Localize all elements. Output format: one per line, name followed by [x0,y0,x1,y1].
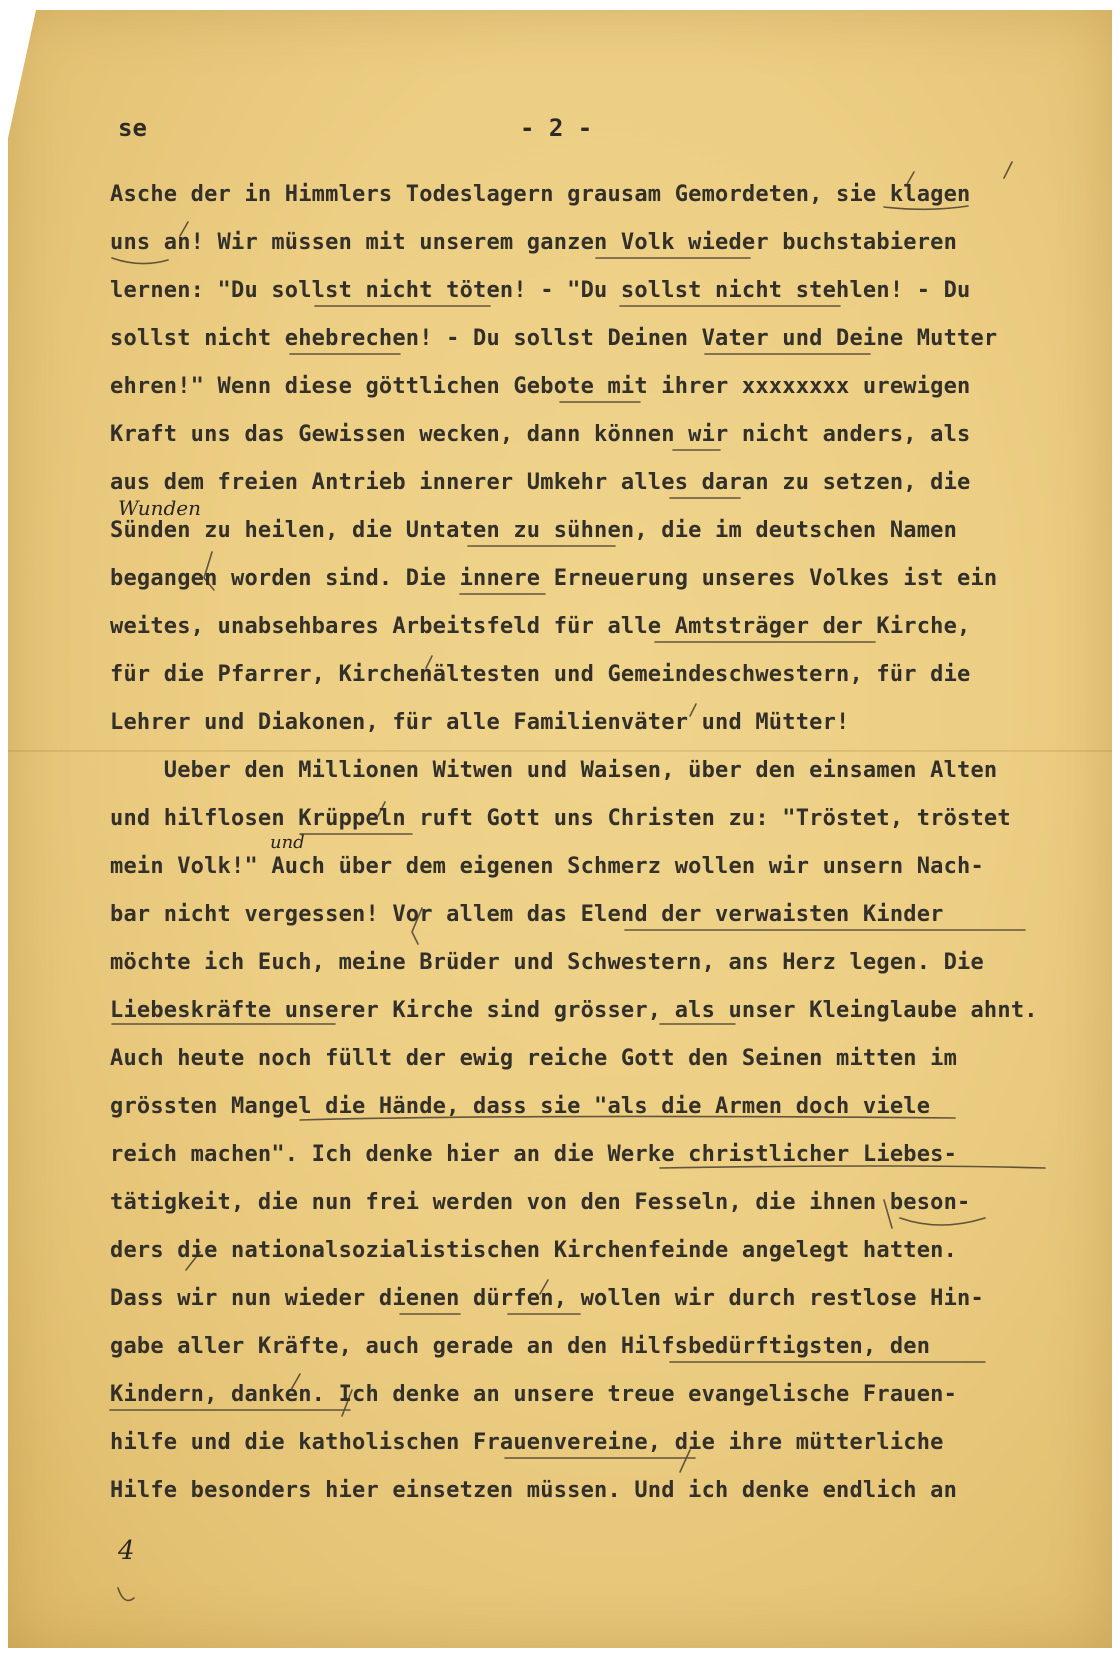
text-line: mein Volk!" Auch über dem eigenen Schmerz wollen wir unsern Nach- [110,854,984,879]
text-line: aus dem freien Antrieb innerer Umkehr alles daran zu setzen, die [110,470,971,495]
text-line: Lehrer und Diakonen, für alle Familienväter und Mütter! [110,710,850,735]
text-line: Dass wir nun wieder dienen dürfen, wollen wir durch restlose Hin- [110,1286,984,1311]
text-line: und hilflosen Krüppeln ruft Gott uns Christen zu: "Tröstet, tröstet [110,806,1011,831]
text-line: möchte ich Euch, meine Brüder und Schwestern, ans Herz legen. Die [110,950,984,975]
text-line: gabe aller Kräfte, auch gerade an den Hilfsbedürftigsten, den [110,1334,931,1359]
text-line: Auch heute noch füllt der ewig reiche Gott den Seinen mitten im [110,1046,958,1071]
text-line: Liebeskräfte unserer Kirche sind grösser, als unser Kleinglaube ahnt. [110,998,1038,1023]
text-line: tätigkeit, die nun frei werden von den Fesseln, die ihnen beson- [110,1190,971,1215]
text-line: bar nicht vergessen! Vor allem das Elend der verwaisten Kinder [110,902,944,927]
text-line: ders die nationalsozialistischen Kirchenfeinde angelegt hatten. [110,1238,958,1263]
text-line: Kraft uns das Gewissen wecken, dann können wir nicht anders, als [110,422,971,447]
text-line: uns an! Wir müssen mit unserem ganzen Volk wieder buchstabieren [110,230,958,255]
page-number: - 2 - [520,114,593,142]
text-line: reich machen". Ich denke hier an die Werke christlicher Liebes- [110,1142,958,1167]
text-line: grössten Mangel die Hände, dass sie "als die Armen doch viele [110,1094,931,1119]
text-line: begangen worden sind. Die innere Erneuerung unseres Volkes ist ein [110,566,998,591]
header-initials: se [118,114,147,142]
handwritten-insert: und [270,832,305,853]
text-line: sollst nicht ehebrechen! - Du sollst Deinen Vater und Deine Mutter [110,326,998,351]
text-line: für die Pfarrer, Kirchenältesten und Gemeindeschwestern, für die [110,662,971,687]
text-line: Asche der in Himmlers Todeslagern grausam Gemordeten, sie klagen [110,182,971,207]
text-line: hilfe und die katholischen Frauenvereine, die ihre mütterliche [110,1430,944,1455]
text-line: Ueber den Millionen Witwen und Waisen, über den einsamen Alten [110,758,998,783]
text-line: Hilfe besonders hier einsetzen müssen. Und ich denke endlich an [110,1478,958,1503]
text-line: Sünden zu heilen, die Untaten zu sühnen, die im deutschen Namen [110,518,958,543]
handwritten-footer-mark: 4 [118,1536,135,1566]
text-line: weites, unabsehbares Arbeitsfeld für alle Amtsträger der Kirche, [110,614,971,639]
handwritten-correction: Wunden [118,496,202,520]
text-line: ehren!" Wenn diese göttlichen Gebote mit ihrer xxxxxxxx urewigen [110,374,971,399]
text-line: Kindern, danken. Ich denke an unsere treue evangelische Frauen- [110,1382,958,1407]
text-line: lernen: "Du sollst nicht töten! - "Du sollst nicht stehlen! - Du [110,278,971,303]
